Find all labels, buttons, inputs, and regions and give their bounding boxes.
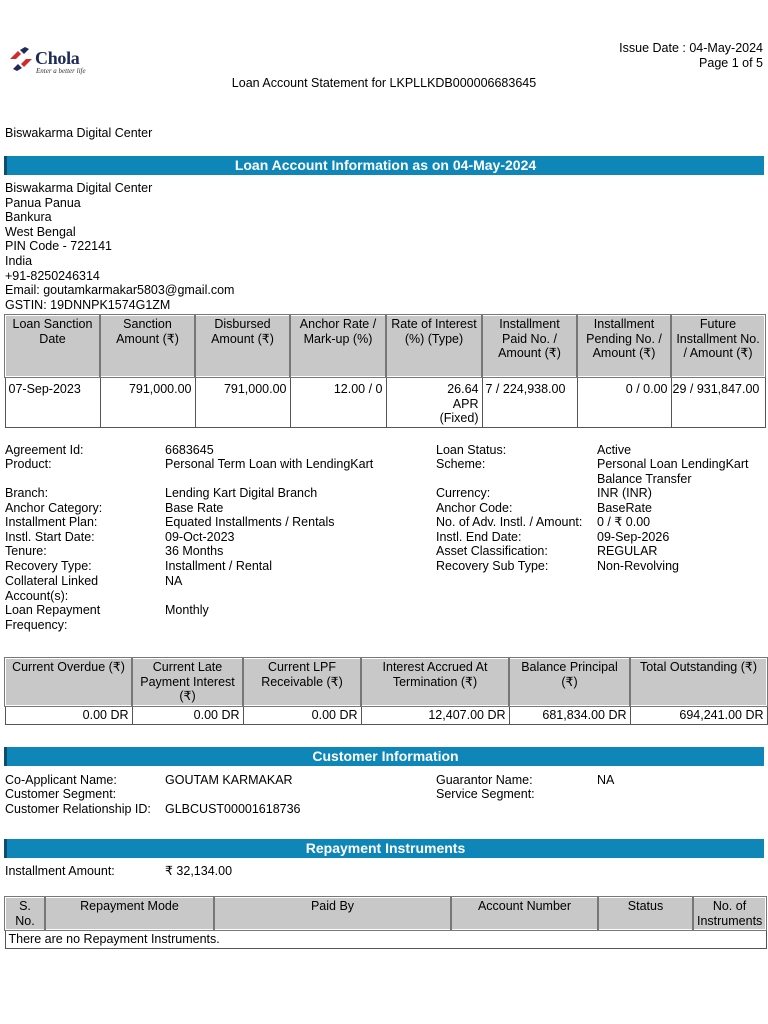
loan-cell: 0 / 0.00 — [577, 377, 671, 427]
dues-header-cell: Current Overdue (₹) — [5, 658, 132, 706]
relationship-id-label: Customer Relationship ID: — [5, 802, 151, 816]
address-line: PIN Code - 722141 — [5, 239, 113, 254]
dues-cell: 0.00 DR — [132, 706, 243, 724]
detail-value: NA — [165, 574, 183, 588]
address-line: West Bengal — [5, 224, 76, 239]
dues-cell: 694,241.00 DR — [630, 706, 767, 724]
chola-logo — [8, 46, 98, 78]
loan-header-cell: Loan Sanction Date — [5, 315, 100, 377]
loan-cell: 791,000.00 — [100, 377, 195, 427]
instruments-header-cell: Repayment Mode — [45, 897, 214, 930]
empty-instruments-message: There are no Repayment Instruments. — [5, 930, 766, 948]
detail-value: Installment / Rental — [165, 559, 272, 573]
detail-label: Product: — [5, 457, 52, 471]
dues-table — [4, 657, 768, 725]
instruments-header-cell: No. of Instruments — [693, 897, 766, 930]
gstin: GSTIN: 19DNNPK1574G1ZM — [5, 297, 171, 312]
detail-label: Loan Status: — [436, 443, 507, 457]
statement-title: Loan Account Statement for LKPLLKDB000006683645 — [231, 76, 537, 90]
guarantor-value: NA — [597, 773, 615, 787]
detail-label: Tenure: — [5, 544, 47, 558]
dues-header-cell: Total Outstanding (₹) — [630, 658, 767, 706]
loan-cell: 791,000.00 — [195, 377, 290, 427]
issue-date: Issue Date : 04-May-2024 — [619, 41, 763, 55]
loan-info-bar: Loan Account Information as on 04-May-2024 — [4, 156, 764, 175]
detail-label: Asset Classification: — [436, 544, 548, 558]
loan-cell: 12.00 / 0 — [290, 377, 386, 427]
loan-header-cell: Anchor Rate / Mark-up (%) — [290, 315, 386, 377]
address-block — [5, 181, 234, 312]
instruments-header-cell: S. No. — [5, 897, 45, 930]
issue-info — [619, 41, 763, 71]
co-applicant-label: Co-Applicant Name: — [5, 773, 117, 787]
email: Email: goutamkarmakar5803@gmail.com — [5, 283, 235, 298]
dues-cell: 12,407.00 DR — [361, 706, 509, 724]
detail-value: BaseRate — [597, 501, 652, 515]
brand-name: Chola — [35, 48, 80, 68]
installment-amount-label: Installment Amount: — [5, 864, 115, 878]
detail-label: No. of Adv. Instl. / Amount: — [436, 515, 583, 529]
detail-value: Monthly — [165, 603, 209, 617]
guarantor-label: Guarantor Name: — [436, 773, 533, 787]
brand-tagline: Enter a better life — [36, 67, 86, 75]
detail-label: Agreement Id: — [5, 443, 84, 457]
detail-value: Non-Revolving — [597, 559, 679, 573]
loan-header-cell: Future Installment No. / Amount (₹) — [671, 315, 765, 377]
loan-header-cell: Installment Paid No. / Amount (₹) — [482, 315, 577, 377]
loan-header-cell: Rate of Interest (%) (Type) — [386, 315, 482, 377]
detail-label: Anchor Category: — [5, 501, 103, 515]
dues-cell: 681,834.00 DR — [509, 706, 630, 724]
loan-cell: 29 / 931,847.00 — [671, 377, 765, 427]
table-row — [5, 706, 767, 724]
dues-header-cell: Balance Principal (₹) — [509, 658, 630, 706]
instruments-table — [4, 896, 767, 949]
detail-value: 09-Oct-2023 — [165, 530, 235, 544]
loan-cell: 07-Sep-2023 — [5, 377, 100, 427]
detail-label: Instl. End Date: — [436, 530, 522, 544]
instruments-header-cell: Account Number — [451, 897, 598, 930]
address-line: Panua Panua — [5, 195, 81, 210]
relationship-id-value: GLBCUST00001618736 — [165, 802, 301, 816]
service-segment-label: Service Segment: — [436, 787, 535, 801]
detail-value: INR (INR) — [597, 486, 652, 500]
detail-label: Installment Plan: — [5, 515, 98, 529]
detail-label: Loan Repayment Frequency: — [5, 603, 101, 632]
loan-cell: 7 / 224,938.00 — [482, 377, 577, 427]
detail-label: Recovery Sub Type: — [436, 559, 549, 573]
customer-name: Biswakarma Digital Center — [5, 126, 153, 140]
dues-header-cell: Current Late Payment Interest (₹) — [132, 658, 243, 706]
detail-label: Instl. Start Date: — [5, 530, 95, 544]
repayment-bar: Repayment Instruments — [4, 839, 764, 858]
loan-header-cell: Sanction Amount (₹) — [100, 315, 195, 377]
detail-label: Collateral Linked Account(s): — [5, 574, 99, 603]
table-row — [5, 930, 766, 948]
co-applicant-value: GOUTAM KARMAKAR — [165, 773, 293, 787]
detail-label: Branch: — [5, 486, 49, 500]
dues-cell: 0.00 DR — [243, 706, 361, 724]
detail-label: Currency: — [436, 486, 491, 500]
detail-value: Personal Term Loan with LendingKart — [165, 457, 374, 471]
address-line: Biswakarma Digital Center — [5, 181, 153, 195]
loan-header-cell: Installment Pending No. / Amount (₹) — [577, 315, 671, 377]
instruments-header-cell: Paid By — [214, 897, 451, 930]
installment-amount-value: ₹ 32,134.00 — [165, 864, 233, 878]
detail-value: Personal Loan LendingKart Balance Transfer — [597, 457, 749, 486]
detail-value: 09-Sep-2026 — [597, 530, 670, 544]
detail-label: Scheme: — [436, 457, 486, 471]
detail-value: Active — [597, 443, 632, 457]
detail-label: Anchor Code: — [436, 501, 513, 515]
address-line: Bankura — [5, 210, 52, 225]
detail-value: 0 / ₹ 0.00 — [597, 515, 651, 529]
customer-segment-label: Customer Segment: — [5, 787, 117, 801]
detail-value: Lending Kart Digital Branch — [165, 486, 318, 500]
dues-header-cell: Current LPF Receivable (₹) — [243, 658, 361, 706]
loan-cell: 26.64 APR (Fixed) — [386, 377, 482, 427]
loan-header-cell: Disbursed Amount (₹) — [195, 315, 290, 377]
page-number: Page 1 of 5 — [699, 56, 763, 70]
loan-table — [4, 314, 766, 428]
phone: +91-8250246314 — [5, 268, 100, 283]
dues-header-cell: Interest Accrued At Termination (₹) — [361, 658, 509, 706]
detail-value: Equated Installments / Rentals — [165, 515, 335, 529]
chola-logo-icon — [8, 46, 34, 72]
detail-value: Base Rate — [165, 501, 224, 515]
dues-cell: 0.00 DR — [5, 706, 132, 724]
customer-info-bar: Customer Information — [4, 747, 764, 766]
table-row — [5, 377, 765, 427]
detail-value: REGULAR — [597, 544, 658, 558]
instruments-header-cell: Status — [598, 897, 693, 930]
detail-label: Recovery Type: — [5, 559, 92, 573]
address-line: India — [5, 253, 33, 268]
detail-value: 36 Months — [165, 544, 224, 558]
detail-value: 6683645 — [165, 443, 214, 457]
